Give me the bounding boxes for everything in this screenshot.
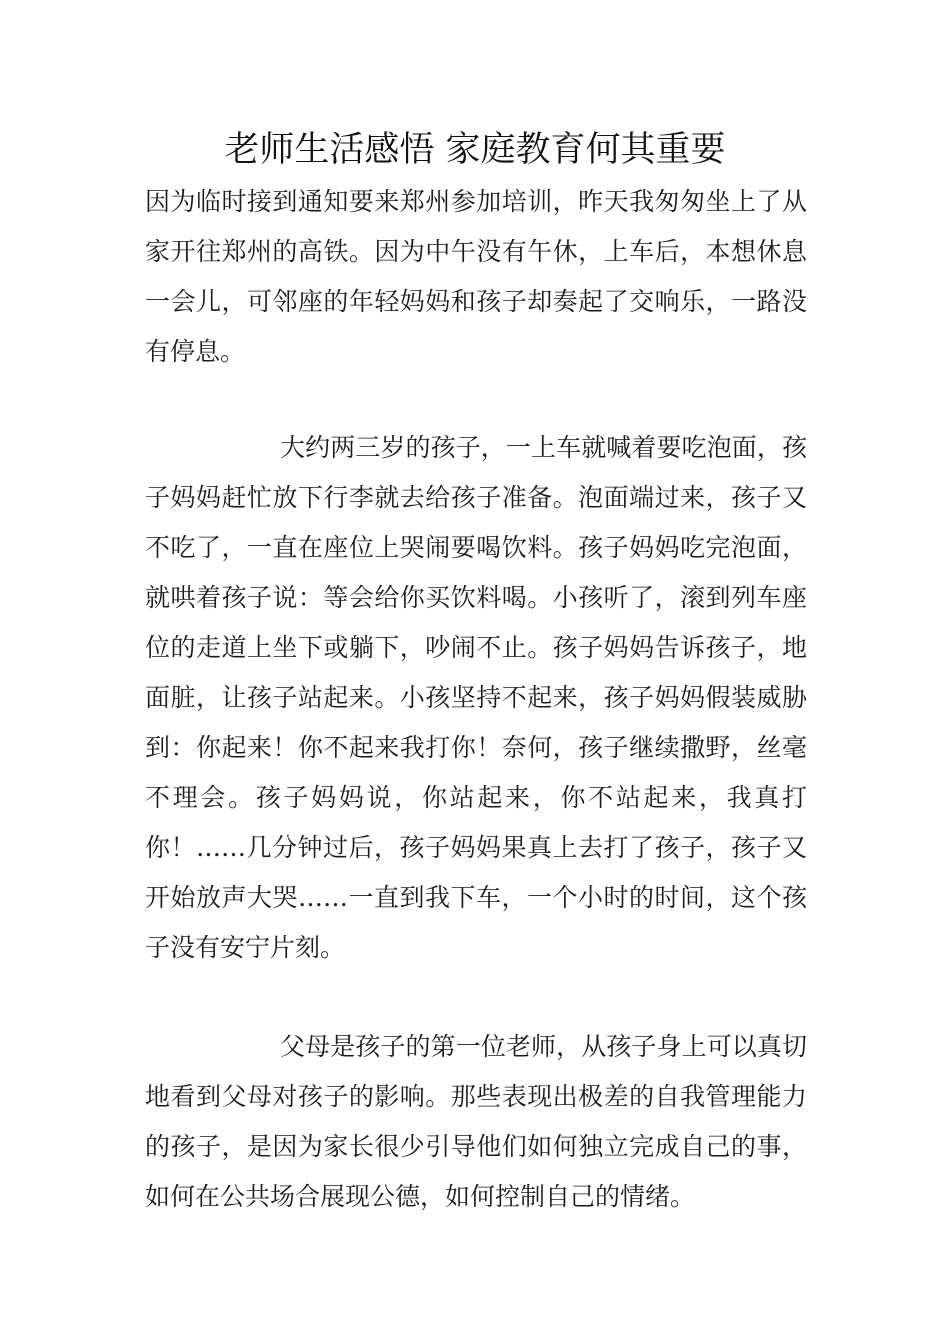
paragraph-1: 因为临时接到通知要来郑州参加培训，昨天我匆匆坐上了从家开往郑州的高铁。因为中午没有午休，上车后，本想休息一会儿，可邻座的年轻妈妈和孩子却奏起了交响乐，一路没有停息。: [145, 187, 807, 366]
paragraph-2: 大约两三岁的孩子，一上车就喊着要吃泡面，孩子妈妈赶忙放下行李就去给孩子准备。泡面端过来，孩子又不吃了，一直在座位上哭闹要喝饮料。孩子妈妈吃完泡面，就哄着孩子说：等会给你买饮料喝。小孩听了，滚到列车座位的走道上坐下或躺下，吵闹不止。孩子妈妈告诉孩子，地面脏，让孩子站起来。小孩坚持不起来，孩子妈妈假装威胁到：你起来！你不起来我打你！奈何，孩子继续撒野，丝毫不理会。孩子妈妈说，你站起来，你不站起来，我真打你！……几分钟过后，孩子妈妈果真上去打了孩子，孩子又开始放声大哭……一直到我下车，一个小时的时间，这个孩子没有安宁片刻。: [145, 433, 807, 962]
document-title: 老师生活感悟 家庭教育何其重要: [224, 130, 726, 170]
paragraph-3: 父母是孩子的第一位老师，从孩子身上可以真切地看到父母对孩子的影响。那些表现出极差的自我管理能力的孩子，是因为家长很少引导他们如何独立完成自己的事，如何在公共场合展现公德，如何控制自己的情绪。: [145, 1032, 807, 1211]
